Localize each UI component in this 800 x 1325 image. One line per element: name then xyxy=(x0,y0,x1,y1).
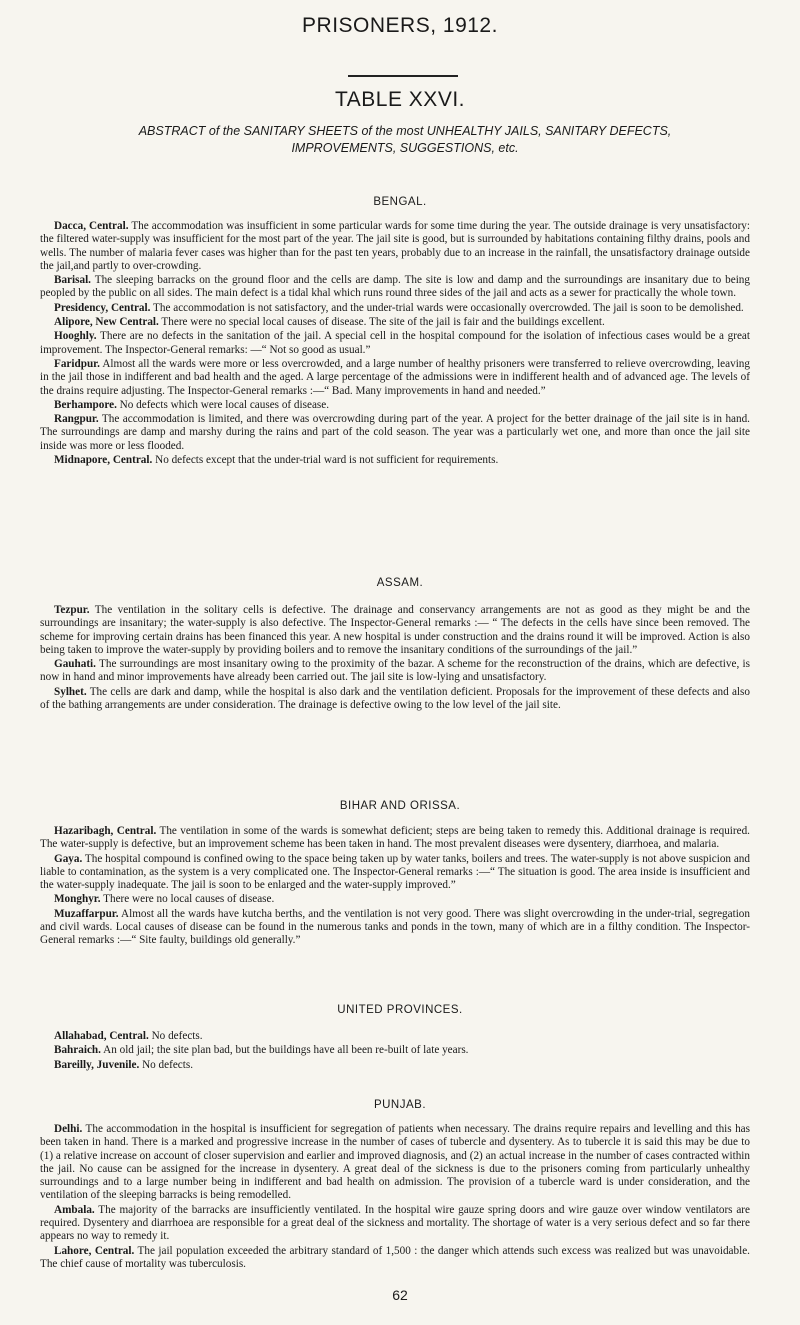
section-heading-united-provinces: UNITED PROVINCES. xyxy=(337,1004,463,1016)
section-heading-bengal: BENGAL. xyxy=(373,196,427,208)
jail-remarks: No defects except that the under-trial ward is not sufficient for requirements. xyxy=(155,454,499,467)
jail-remarks: The jail population exceeded the arbitrary standard of 1,500 : the danger which attends such excess was realized but was unavoidable. The chief cause of mortality was tuberculosis. xyxy=(40,1244,750,1270)
jail-name: Monghyr. xyxy=(54,893,101,906)
jail-name: Dacca, Central. xyxy=(54,220,129,232)
page-number: 62 xyxy=(392,1287,408,1303)
jail-name: Sylhet. xyxy=(54,685,87,698)
jail-remarks: The accommodation was insufficient in some particular wards for some time during the year. The outside drainage is very unsatisfactory: the filtered water-supply was insufficient for the most part of the year. The jail site is good, but is surrounded by habitations containing filthy drains, pools and wells. The number of malaria fever cases was higher than for the past ten years, probably due to an increase in the rainfall, the unsatisfactory drainage outside the jail,and partly to over-crowding. xyxy=(40,220,750,272)
jail-remarks: The ventilation in some of the wards is somewhat deficient; steps are being taken to remedy this. Additional drainage is required. The water-supply is defective, but an improvement scheme has been taken in hand. The most prevalent diseases were dysentery, diarrhoea, and malaria. xyxy=(40,825,750,851)
jail-name: Lahore, Central. xyxy=(54,1244,135,1257)
jail-entry xyxy=(40,1059,750,1072)
jail-entry xyxy=(40,1030,750,1043)
jail-entry xyxy=(40,358,750,398)
jail-name: Presidency, Central. xyxy=(54,301,151,314)
jail-remarks: The accommodation is not satisfactory, and the under-trial wards were occasionally overcrowded. The jail is soon to be demolished. xyxy=(153,301,744,314)
jail-name: Ambala. xyxy=(54,1203,95,1216)
jail-name: Tezpur. xyxy=(54,604,90,616)
jail-entry xyxy=(40,658,750,685)
jail-name: Muzaffarpur. xyxy=(54,907,119,920)
table-subtitle: ABSTRACT of the SANITARY SHEETS of the most UNHEALTHY JAILS, SANITARY DEFECTS, IMPROVEMENTS, SUGGESTIONS, etc. xyxy=(138,124,672,155)
section-heading-bihar-and-orissa: BIHAR AND ORISSA. xyxy=(339,800,461,812)
jail-remarks: There were no local causes of disease. xyxy=(103,893,275,906)
jail-remarks: The sleeping barracks on the ground floor and the cells are damp. The site is low and damp and the surroundings are insanitary due to being peopled by the public on all sides. The main defect is a tidal khal which runs round three sides of the jail and acts as a sewer for practically the whole town. xyxy=(40,274,750,300)
jail-entry xyxy=(40,893,750,906)
running-head: PRISONERS, 1912. xyxy=(302,14,498,37)
jail-entry xyxy=(40,1123,750,1203)
jail-entry xyxy=(40,454,750,467)
jail-name: Rangpur. xyxy=(54,413,99,426)
jail-remarks: An old jail; the site plan bad, but the buildings have all been re-built of late years. xyxy=(103,1044,469,1057)
jail-entry xyxy=(40,825,750,852)
jail-entry xyxy=(40,686,750,713)
section-assam xyxy=(40,604,750,713)
section-bihar-and-orissa xyxy=(40,825,750,949)
jail-remarks: The accommodation in the hospital is insufficient for segregation of patients when necessary. The drains require repairs and levelling and this has been taken in hand. There is a marked and progressive increase in the number of cases of tubercle and dysentery. As to tubercle it is said this may be due to (1) a relative increase on account of closer supervision and earlier and improved diagnosis, and (2) an actual increase in the number of cases contracted within the jail. No cause can be assigned for the increase in dysentery. A great deal of the sickness is due to the prisoners coming from particularly unhealthy surroundings and to a large number being in indifferent and bad health on admission. The provision of a tubercle ward is under consideration, and the ventilation of the sleeping barracks is being remodelled. xyxy=(40,1123,750,1202)
jail-name: Hooghly. xyxy=(54,330,97,343)
jail-name: Gaya. xyxy=(54,852,83,865)
jail-remarks: The hospital compound is confined owing to the space being taken up by water tanks, boilers and trees. The water-supply is not above suspicion and liable to contamination, as the system is a very complicated one. The Inspector-General remarks :—“ The situation is good. The area inside is insufficient and the water-supply inadequate. The jail is soon to be enlarged and the water-supply improved.” xyxy=(40,852,750,892)
jail-entry xyxy=(40,1245,750,1272)
jail-name: Faridpur. xyxy=(54,357,100,370)
jail-remarks: No defects. xyxy=(142,1058,194,1071)
jail-remarks: The ventilation in the solitary cells is defective. The drainage and conservancy arrangements are not as good as they might be and the surroundings are insanitary; the water-supply is also defective. The Inspector-General remarks :— “ The defects in the cells have since been removed. The scheme for improving certain drains has been financed this year. A new hospital is under construction and the drains round it will be improved. Action is also being taken to improve the water-supply by providing boilers and to remove the insanitary conditions of the surroundings of the jail.” xyxy=(40,604,750,656)
jail-entry xyxy=(40,220,750,273)
section-united-provinces xyxy=(40,1030,750,1073)
jail-name: Barisal. xyxy=(54,274,91,287)
title-rule xyxy=(348,75,458,77)
jail-remarks: There were no special local causes of disease. The site of the jail is fair and the buildings excellent. xyxy=(161,316,605,329)
jail-entry xyxy=(40,316,750,329)
section-bengal xyxy=(40,220,750,468)
section-heading-assam: ASSAM. xyxy=(376,577,424,589)
jail-name: Midnapore, Central. xyxy=(54,454,153,467)
jail-remarks: No defects. xyxy=(151,1030,203,1042)
jail-remarks: Almost all the wards were more or less overcrowded, and a large number of healthy prisoners were transferred to relieve overcrowding, leaving in the jail those in indifferent and bad health and the aged. A large percentage of the admissions were in indifferent health and of advanced age. The levels of the drains require adjusting. The Inspector-General remarks :—“ Bad. Many improvements in hand and needed.” xyxy=(40,357,750,397)
jail-entry xyxy=(40,330,750,357)
jail-entry xyxy=(40,399,750,412)
jail-entry xyxy=(40,908,750,948)
jail-remarks: The surroundings are most insanitary owing to the proximity of the bazar. A scheme for the reconstruction of the drains, which are defective, is now in hand and minor improvements have already been carried out. The jail site is low-lying and unsatisfactory. xyxy=(40,658,750,684)
table-title: TABLE XXVI. xyxy=(335,88,465,111)
jail-remarks: The majority of the barracks are insufficiently ventilated. In the hospital wire gauze spring doors and wire gauze over window ventilators are required. Dysentery and diarrhoea are responsible for a great deal of the sickness and mortality. The shortage of water is a very serious defect and so far there appears no way to remedy it. xyxy=(40,1203,750,1243)
jail-remarks: Almost all the wards have kutcha berths, and the ventilation is not very good. There was slight overcrowding in the under-trial, segregation and civil wards. Local causes of disease can be found in the numerous tanks and ponds in the town, many of which are in a filthy condition. The Inspector-General remarks :—“ Site faulty, buildings old generally.” xyxy=(40,907,750,947)
jail-remarks: The accommodation is limited, and there was overcrowding during part of the year. A project for the better drainage of the jail site is in hand. The surroundings are damp and marshy during the rains and part of the cold season. The year was a particularly wet one, and more than once the jail site inside was more or less flooded. xyxy=(40,413,750,452)
jail-entry xyxy=(40,274,750,301)
jail-name: Berhampore. xyxy=(54,398,117,411)
jail-remarks: No defects which were local causes of disease. xyxy=(119,398,330,411)
jail-remarks: The cells are dark and damp, while the hospital is also dark and the ventilation deficient. Proposals for the improvement of these defects and also of the bathing arrangements are under consideration. The drainage is defective owing to the low level of the jail site. xyxy=(40,685,750,712)
jail-name: Bahraich. xyxy=(54,1044,101,1057)
jail-name: Bareilly, Juvenile. xyxy=(54,1058,140,1071)
jail-entry xyxy=(40,604,750,657)
jail-name: Delhi. xyxy=(54,1123,83,1135)
jail-entry xyxy=(40,413,750,453)
jail-entry xyxy=(40,1044,750,1057)
jail-name: Alipore, New Central. xyxy=(54,316,159,329)
jail-name: Allahabad, Central. xyxy=(54,1030,149,1042)
jail-name: Gauhati. xyxy=(54,658,96,671)
jail-entry xyxy=(40,853,750,893)
section-heading-punjab: PUNJAB. xyxy=(373,1099,427,1111)
jail-name: Hazaribagh, Central. xyxy=(54,825,157,837)
jail-remarks: There are no defects in the sanitation of the jail. A special cell in the hospital compound for the isolation of infectious cases would be a great improvement. The Inspector-General remarks: —“ Not so good as usual.” xyxy=(40,330,750,356)
jail-entry xyxy=(40,302,750,315)
section-punjab xyxy=(40,1123,750,1272)
jail-entry xyxy=(40,1204,750,1244)
